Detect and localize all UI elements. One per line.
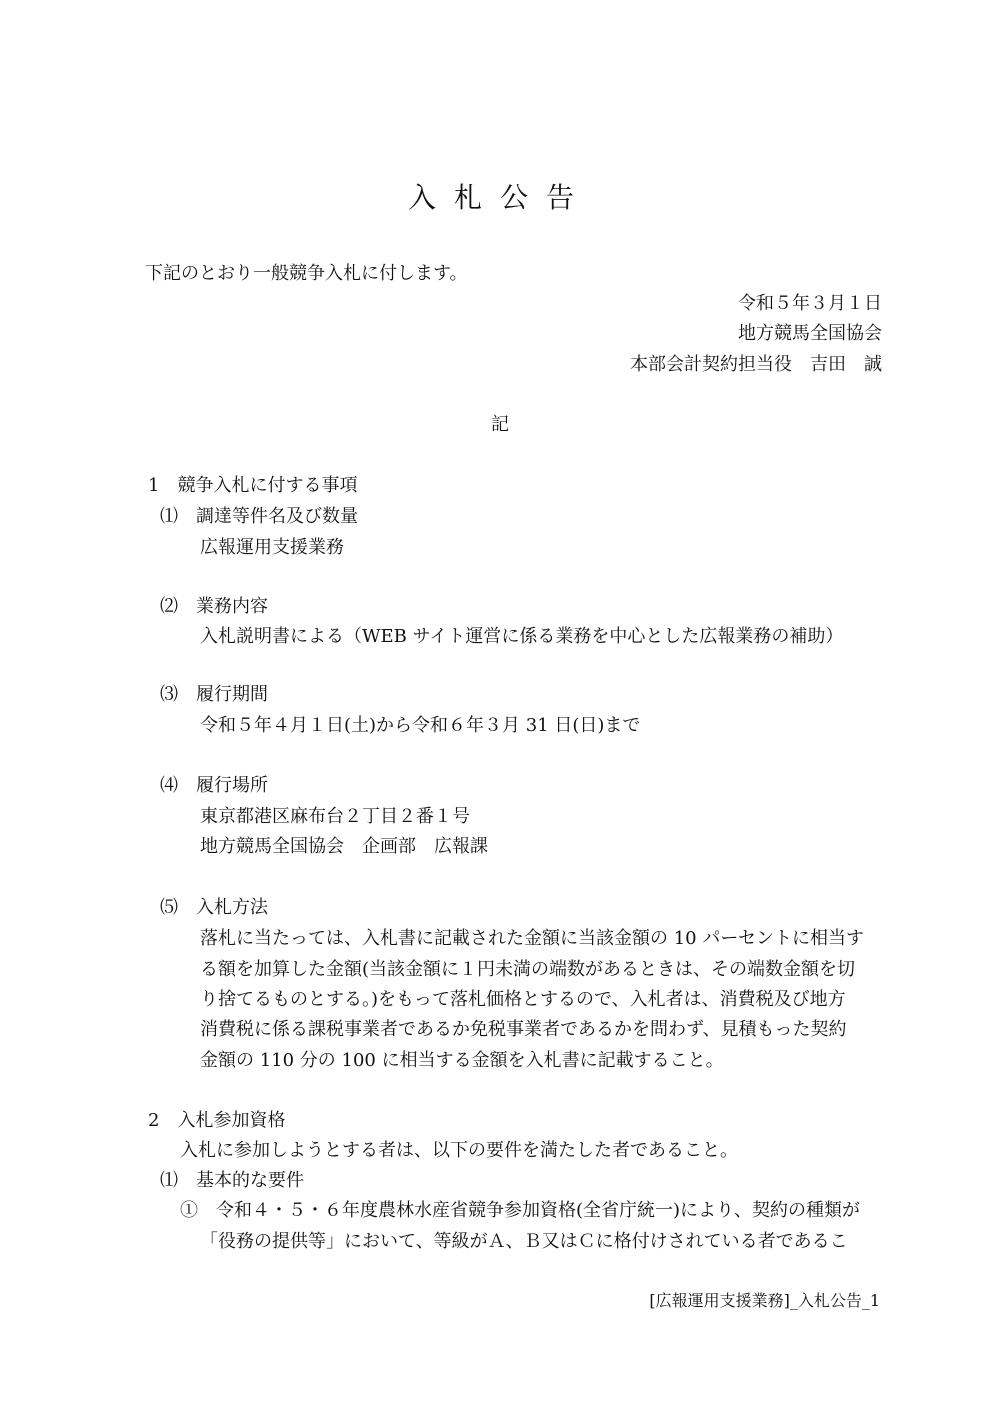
item5-line-1: 落札に当たっては、入札書に記載された金額に当該金額の 10 パーセントに相当す bbox=[200, 928, 864, 949]
item3-text: 令和５年４月１日(土)から令和６年３月 31 日(日)まで bbox=[200, 715, 641, 736]
page-footer: [広報運用支援業務]_入札公告_1 bbox=[649, 1291, 880, 1310]
section2-item1-line2: 「役務の提供等」において、等級がＡ、Ｂ又はＣに格付けされている者であるこ bbox=[200, 1231, 848, 1252]
ki-heading: 記 bbox=[491, 414, 509, 435]
issuer-officer: 本部会計契約担当役 吉田 誠 bbox=[630, 354, 882, 375]
section2-intro: 入札に参加しようとする者は、以下の要件を満たした者であること。 bbox=[180, 1140, 738, 1161]
page-title: 入札公告 bbox=[407, 181, 592, 214]
intro-text: 下記のとおり一般競争入札に付します。 bbox=[145, 263, 468, 284]
item5-line-2: る額を加算した金額(当該金額に１円未満の端数があるときは、その端数金額を切 bbox=[200, 959, 856, 980]
issue-date: 令和５年３月１日 bbox=[738, 293, 882, 314]
section2-item1-line1: ① 令和４・５・６年度農林水産省競争参加資格(全省庁統一)により、契約の種類が bbox=[180, 1200, 861, 1221]
item4-address: 東京都港区麻布台２丁目２番１号 bbox=[200, 806, 470, 827]
item1-text: 広報運用支援業務 bbox=[200, 537, 344, 558]
item4-department: 地方競馬全国協会 企画部 広報課 bbox=[200, 836, 488, 857]
item5-line-4: 消費税に係る課税事業者であるか免税事業者であるかを問わず、見積もった契約 bbox=[200, 1019, 847, 1040]
item5-line-5: 金額の 110 分の 100 に相当する金額を入札書に記載すること。 bbox=[200, 1050, 724, 1071]
item1-label: ⑴ 調達等件名及び数量 bbox=[160, 506, 358, 527]
item4-label: ⑷ 履行場所 bbox=[160, 775, 268, 796]
section2-sub1: ⑴ 基本的な要件 bbox=[160, 1170, 304, 1191]
section1-heading: 1 競争入札に付する事項 bbox=[148, 475, 358, 496]
item2-text: 入札説明書による（WEB サイト運営に係る業務を中心とした広報業務の補助） bbox=[200, 626, 844, 647]
item5-line-3: り捨てるものとする。)をもって落札価格とするので、入札者は、消費税及び地方 bbox=[200, 989, 846, 1010]
section2-heading: 2 入札参加資格 bbox=[148, 1110, 286, 1131]
item3-label: ⑶ 履行期間 bbox=[160, 684, 268, 705]
issuer-organization: 地方競馬全国協会 bbox=[738, 323, 882, 344]
item5-label: ⑸ 入札方法 bbox=[160, 897, 268, 918]
item2-label: ⑵ 業務内容 bbox=[160, 596, 268, 617]
